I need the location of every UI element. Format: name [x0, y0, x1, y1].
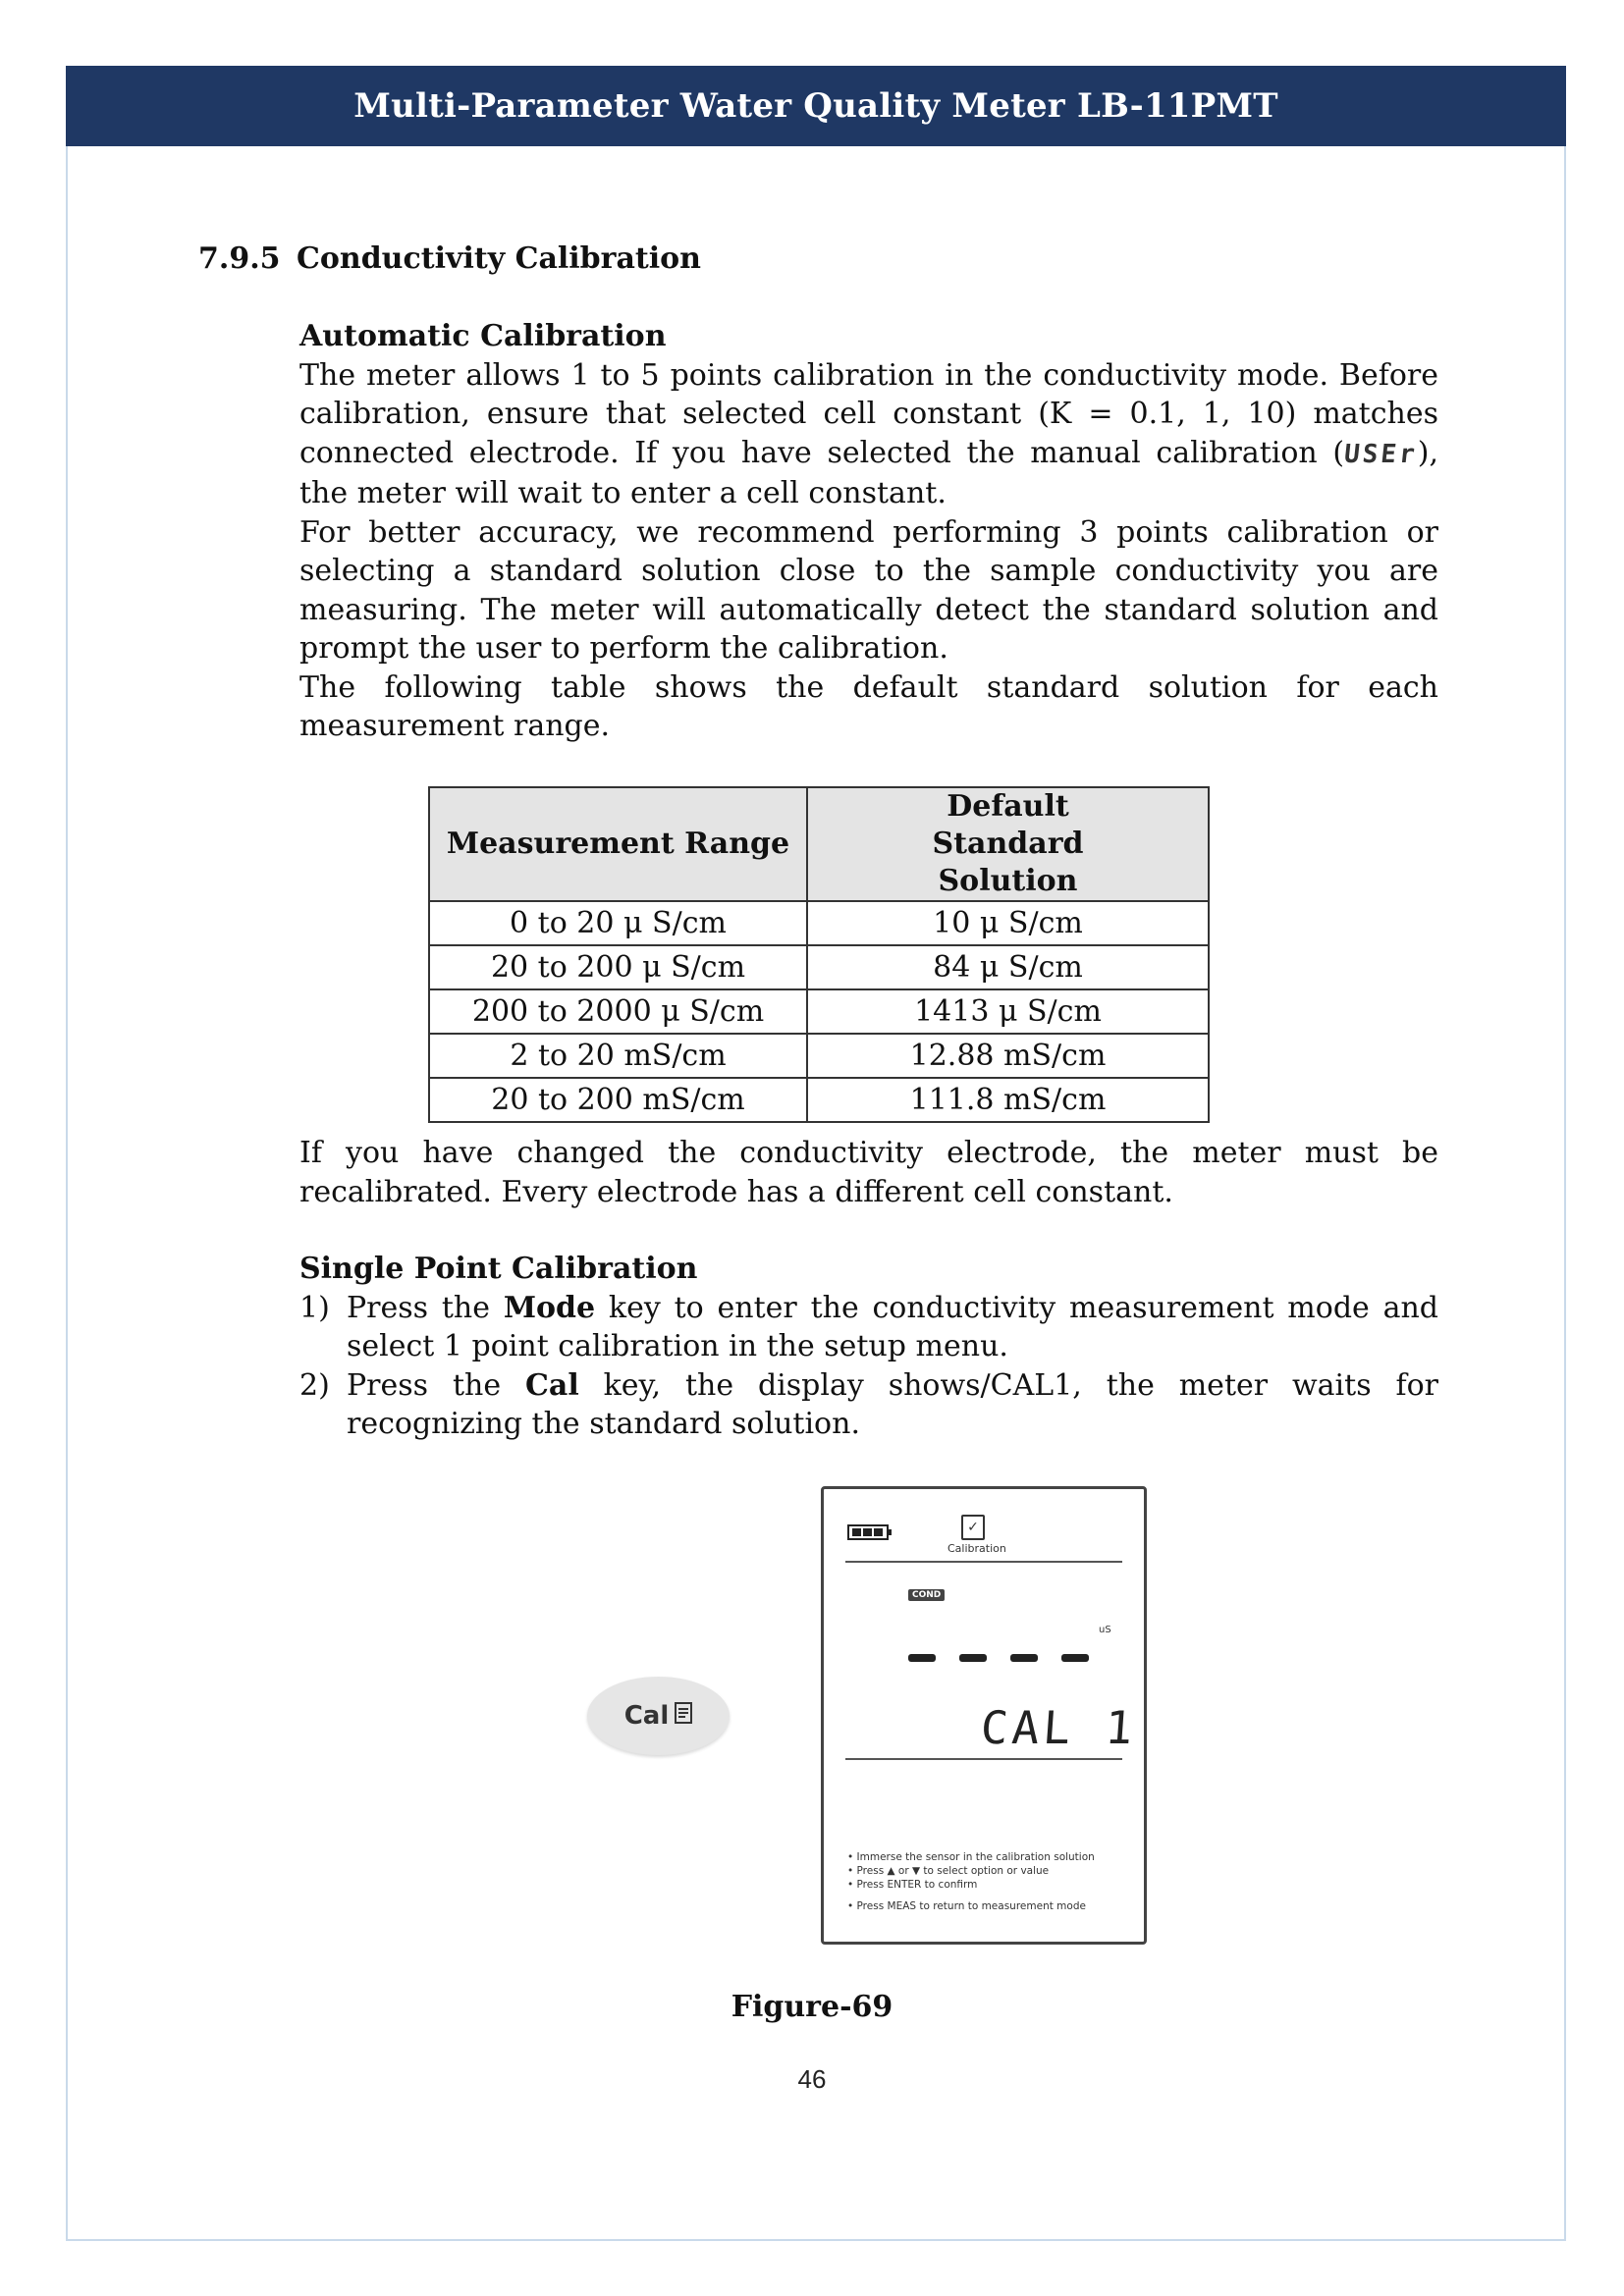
table-cell-solution: 1413 μ S/cm — [807, 989, 1209, 1034]
table-row — [429, 901, 1209, 945]
user-mode-glyph: USEr — [1342, 439, 1420, 469]
lcd-hints — [847, 1850, 1095, 1913]
auto-paragraph-1 — [299, 356, 1438, 513]
cal-key-label: Cal — [623, 1701, 670, 1731]
dash-segment — [959, 1654, 987, 1662]
cal-status-readout: CAL 1 — [979, 1701, 1139, 1754]
auto-p1-text-before: The meter allows 1 to 5 points calibration in the conductivity mode. Before calibration, ensure that selected cell constant (K = 0.1, 1, 10) matches connected electrode. If you have selected the manual calibration ( — [299, 357, 1438, 470]
cal-key-illustration — [587, 1677, 730, 1755]
mode-badge: COND — [908, 1589, 945, 1601]
table-cell-range: 2 to 20 mS/cm — [429, 1034, 807, 1078]
dash-segment — [908, 1654, 936, 1662]
table-row — [429, 1034, 1209, 1078]
key-name: Mode — [503, 1290, 596, 1325]
auto-calibration-heading: Automatic Calibration — [299, 319, 667, 353]
unit-label: uS — [1099, 1625, 1111, 1635]
table-cell-solution: 10 μ S/cm — [807, 901, 1209, 945]
hint-line: • Press ▲ or ▼ to select option or value — [847, 1864, 1095, 1878]
table-row — [429, 989, 1209, 1034]
table-header-solution: Default Standard Solution — [807, 787, 1209, 901]
section-number: 7.9.5 — [198, 241, 281, 276]
table-cell-range: 0 to 20 μ S/cm — [429, 901, 807, 945]
standard-solution-table — [428, 786, 1210, 1123]
table-cell-solution: 12.88 mS/cm — [807, 1034, 1209, 1078]
steps-list — [299, 1289, 1438, 1444]
hint-line: • Immerse the sensor in the calibration solution — [847, 1850, 1095, 1864]
section-heading — [198, 241, 701, 276]
calibration-indicator-label: Calibration — [947, 1542, 1006, 1555]
lcd-divider-bottom — [845, 1758, 1122, 1760]
header-banner: Multi-Parameter Water Quality Meter LB-11PMT — [66, 66, 1566, 146]
single-point-block — [299, 1250, 1438, 1444]
table-cell-solution: 84 μ S/cm — [807, 945, 1209, 989]
table-cell-range: 20 to 200 mS/cm — [429, 1078, 807, 1122]
auto-p1-text-after: ), the meter will wait to enter a cell constant. — [299, 435, 1438, 510]
single-point-heading: Single Point Calibration — [299, 1252, 698, 1286]
lcd-display-illustration — [821, 1486, 1147, 1945]
auto-calibration-block — [299, 317, 1438, 746]
calibration-book-icon — [675, 1701, 692, 1731]
table-header-row — [429, 787, 1209, 901]
table-cell-range: 20 to 200 μ S/cm — [429, 945, 807, 989]
auto-paragraph-3: The following table shows the default standard solution for each measurement range. — [299, 669, 1438, 743]
hint-line: • Press ENTER to confirm — [847, 1878, 1095, 1892]
step-text: Press the — [347, 1367, 525, 1403]
step-number: 1) — [299, 1290, 330, 1325]
table-header-range: Measurement Range — [429, 787, 807, 901]
table-row — [429, 1078, 1209, 1122]
dash-segment — [1061, 1654, 1089, 1662]
list-item — [299, 1366, 1438, 1444]
list-item — [299, 1289, 1438, 1366]
key-name: Cal — [525, 1367, 579, 1403]
calibration-icon: ✓ — [961, 1515, 985, 1540]
figure-caption: Figure-69 — [731, 1990, 893, 2024]
battery-icon — [847, 1524, 893, 1544]
auto-paragraph-2: For better accuracy, we recommend performing 3 points calibration or selecting a standard solution close to the sample conductivity you are measuring. The meter will automatically detect the standard solution and prompt the user to perform the calibration. — [299, 514, 1438, 666]
reading-dashes — [908, 1654, 1095, 1662]
table-cell-solution: 111.8 mS/cm — [807, 1078, 1209, 1122]
step-text: Press the — [347, 1290, 504, 1325]
hint-line: • Press MEAS to return to measurement mode — [847, 1899, 1095, 1913]
step-number: 2) — [299, 1367, 330, 1403]
table-cell-range: 200 to 2000 μ S/cm — [429, 989, 807, 1034]
lcd-divider-top — [845, 1561, 1122, 1563]
recalibration-note: If you have changed the conductivity electrode, the meter must be recalibrated. Every electrode has a different cell constant. — [299, 1136, 1438, 1209]
step-text: key to enter the conductivity measurement mode and select 1 point calibration in the setup menu. — [347, 1290, 1438, 1363]
step-text: key, the display shows/CAL1, the meter waits for recognizing the standard solution. — [347, 1367, 1438, 1441]
section-title: Conductivity Calibration — [297, 241, 701, 276]
page-number: 46 — [797, 2064, 827, 2094]
table-row — [429, 945, 1209, 989]
dash-segment — [1010, 1654, 1038, 1662]
